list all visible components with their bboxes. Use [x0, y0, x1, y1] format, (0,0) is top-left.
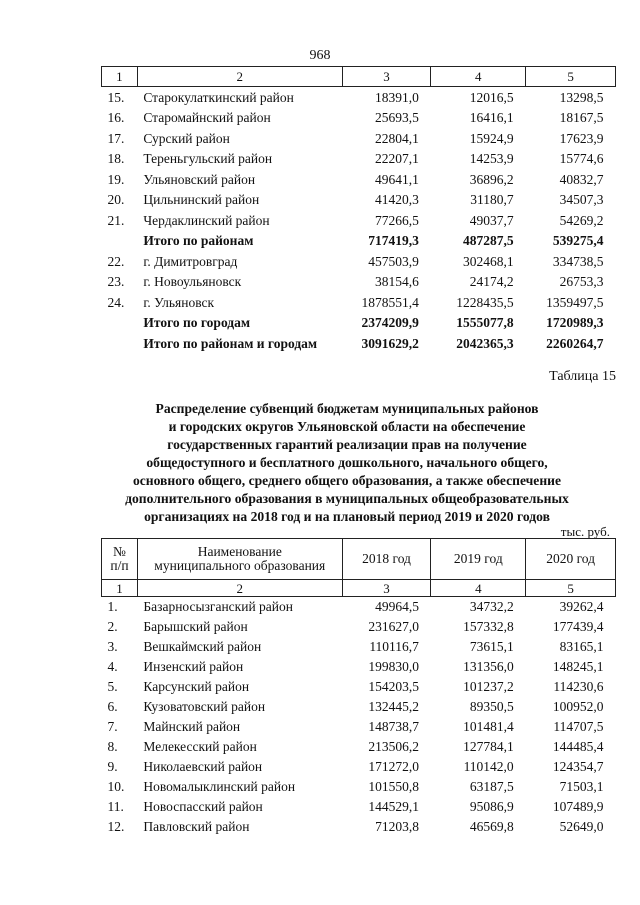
table-header-row — [102, 539, 616, 580]
value-2018: 22804,1 — [375, 130, 419, 146]
value-2018: 717419,3 — [368, 233, 419, 248]
value-2019: 73615,1 — [469, 639, 514, 655]
table-row — [102, 169, 616, 190]
header-2018: 2018 год — [342, 539, 431, 580]
row-name: Итого по районам и городам — [143, 335, 318, 351]
value-2020: 334738,5 — [552, 253, 604, 269]
value-2018: 22207,1 — [375, 151, 419, 166]
table-row — [102, 797, 616, 817]
value-2019: 34732,2 — [469, 599, 514, 615]
table-row — [102, 657, 616, 677]
table-row — [102, 637, 616, 657]
table-row — [102, 149, 616, 170]
value-2018: 18391,0 — [375, 89, 419, 105]
value-2020: 107489,9 — [552, 799, 604, 815]
value-2019: 487287,5 — [463, 233, 514, 248]
table-row — [102, 597, 616, 618]
title-line: основного общего, среднего общего образования, а также обеспечение — [132, 473, 562, 488]
table-row — [102, 272, 616, 293]
title-line: Распределение субвенций бюджетам муниципальных районов — [155, 401, 539, 416]
value-2019: 1555077,8 — [456, 315, 514, 330]
row-name: Итого по городам — [143, 315, 251, 330]
column-number: 3 — [342, 67, 431, 87]
column-number: 5 — [526, 67, 616, 87]
title-line: дополнительного образования в муниципальных общеобразовательных — [125, 491, 569, 506]
table-row — [102, 697, 616, 717]
row-name: Павловский район — [143, 819, 250, 835]
value-2020: 144485,4 — [552, 739, 604, 755]
row-name: Майнский район — [143, 719, 241, 735]
value-2019: 302468,1 — [463, 253, 514, 269]
row-number: 6. — [107, 699, 118, 715]
row-number: 10. — [107, 779, 125, 795]
value-2020: 539275,4 — [552, 233, 604, 248]
row-name: Старокулаткинский район — [143, 89, 294, 105]
value-2018: 101550,8 — [368, 779, 419, 795]
value-2018: 457503,9 — [368, 253, 419, 269]
row-number: 7. — [107, 719, 118, 735]
table-row — [102, 677, 616, 697]
table-row — [102, 817, 616, 837]
row-number: 11. — [107, 799, 124, 815]
row-number: 20. — [107, 192, 125, 207]
table-row — [102, 617, 616, 637]
value-2019: 131356,0 — [463, 659, 514, 675]
value-2020: 18167,5 — [559, 110, 604, 125]
value-2020: 1720989,3 — [546, 315, 604, 330]
value-2018: 144529,1 — [368, 799, 419, 815]
table-row — [102, 251, 616, 272]
table-row — [102, 757, 616, 777]
value-2020: 114230,6 — [553, 679, 604, 695]
value-2019: 110142,0 — [463, 759, 514, 775]
value-2019: 1228435,5 — [456, 294, 514, 310]
value-2018: 199830,0 — [368, 659, 419, 675]
value-2020: 17623,9 — [559, 130, 604, 146]
value-2018: 154203,5 — [368, 679, 419, 695]
column-number: 3 — [342, 580, 431, 597]
value-2019: 127784,1 — [463, 739, 514, 755]
value-2018: 3091629,2 — [361, 335, 419, 351]
header-number — [102, 539, 138, 580]
value-2019: 14253,9 — [469, 151, 514, 166]
row-name: Чердаклинский район — [143, 212, 270, 228]
value-2019: 157332,8 — [463, 619, 514, 635]
value-2019: 63187,5 — [469, 779, 514, 795]
table-row — [102, 292, 616, 313]
header-name-line: Наименование — [197, 544, 282, 559]
row-number: 1. — [107, 599, 118, 615]
table-label: Таблица 15 — [549, 369, 616, 384]
value-2020: 114707,5 — [553, 719, 604, 735]
value-2019: 36896,2 — [469, 171, 514, 187]
row-number: 15. — [107, 89, 125, 105]
table-row — [102, 717, 616, 737]
column-number-row — [102, 67, 616, 87]
value-2020: 124354,7 — [552, 759, 604, 775]
row-name: Николаевский район — [143, 759, 263, 775]
header-name — [137, 539, 342, 580]
value-2018: 25693,5 — [375, 110, 419, 125]
value-2020: 148245,1 — [552, 659, 604, 675]
title-line: государственных гарантий реализации прав на получение — [167, 437, 527, 452]
table-total-row — [102, 313, 616, 334]
column-number-row — [102, 580, 616, 597]
value-2018: 110116,7 — [369, 639, 419, 655]
row-number: 23. — [107, 274, 125, 289]
value-2020: 39262,4 — [559, 599, 604, 615]
row-number: 17. — [107, 130, 125, 146]
value-2018: 1878551,4 — [361, 294, 419, 310]
row-name: Ульяновский район — [143, 171, 256, 187]
row-name: Сурский район — [143, 130, 230, 146]
page-number: 968 — [309, 48, 331, 63]
value-2019: 49037,7 — [469, 212, 514, 228]
table-total-row — [102, 333, 616, 354]
value-2020: 15774,6 — [559, 151, 604, 166]
column-number: 4 — [431, 580, 526, 597]
value-2018: 2374209,9 — [361, 315, 419, 330]
row-number: 19. — [107, 171, 125, 187]
value-2019: 2042365,3 — [456, 335, 514, 351]
column-number: 1 — [102, 580, 138, 597]
table-row — [102, 108, 616, 129]
table-total-row — [102, 231, 616, 252]
row-name: Тереньгульский район — [143, 151, 273, 166]
row-number — [102, 231, 138, 252]
value-2019: 89350,5 — [469, 699, 514, 715]
header-name-line: муниципального образования — [154, 558, 326, 573]
row-name: г. Новоульяновск — [143, 274, 242, 289]
value-2018: 231627,0 — [368, 619, 419, 635]
table-row — [102, 777, 616, 797]
value-2018: 213506,2 — [368, 739, 419, 755]
table-title — [112, 400, 582, 526]
column-number: 1 — [102, 67, 138, 87]
value-2018: 71203,8 — [375, 819, 419, 835]
row-name: Цильнинский район — [143, 192, 260, 207]
row-number: 3. — [107, 639, 118, 655]
value-2020: 26753,3 — [559, 274, 604, 289]
header-2019: 2019 год — [431, 539, 526, 580]
value-2020: 40832,7 — [559, 171, 604, 187]
subventions-table — [101, 538, 616, 837]
value-2020: 177439,4 — [552, 619, 604, 635]
column-number: 2 — [137, 67, 342, 87]
row-number: 24. — [107, 294, 125, 310]
table-row — [102, 190, 616, 211]
table-row — [102, 128, 616, 149]
row-number: 2. — [107, 619, 118, 635]
row-number: 9. — [107, 759, 118, 775]
value-2018: 171272,0 — [368, 759, 419, 775]
value-2020: 1359497,5 — [546, 294, 604, 310]
value-2020: 2260264,7 — [546, 335, 604, 351]
title-line: организациях на 2018 год и на плановый период 2019 и 2020 годов — [144, 509, 550, 524]
value-2018: 49641,1 — [375, 171, 419, 187]
value-2019: 24174,2 — [469, 274, 514, 289]
row-name: Вешкаймский район — [143, 639, 262, 655]
value-2018: 41420,3 — [375, 192, 419, 207]
header-number-line: п/п — [110, 558, 129, 573]
row-number: 16. — [107, 110, 125, 125]
value-2018: 77266,5 — [375, 212, 419, 228]
value-2019: 16416,1 — [469, 110, 514, 125]
header-2020: 2020 год — [526, 539, 616, 580]
value-2019: 31180,7 — [470, 192, 514, 207]
row-name: Инзенский район — [143, 659, 244, 675]
row-number — [102, 333, 138, 354]
table-continuation — [101, 66, 616, 354]
table-row — [102, 210, 616, 231]
title-line: общедоступного и бесплатного дошкольного, начального общего, — [146, 455, 548, 470]
row-number: 22. — [107, 253, 125, 269]
value-2019: 12016,5 — [469, 89, 514, 105]
row-number: 12. — [107, 819, 125, 835]
table-row — [102, 737, 616, 757]
value-2020: 52649,0 — [559, 819, 604, 835]
value-2019: 101481,4 — [463, 719, 514, 735]
value-2020: 54269,2 — [559, 212, 604, 228]
row-name: Карсунский район — [143, 679, 250, 695]
title-line: и городских округов Ульяновской области на обеспечение — [168, 419, 526, 434]
column-number: 4 — [431, 67, 526, 87]
row-name: Барышский район — [143, 619, 248, 635]
value-2019: 101237,2 — [463, 679, 514, 695]
value-2020: 13298,5 — [559, 89, 604, 105]
value-2018: 38154,6 — [375, 274, 419, 289]
row-name: Новоспасский район — [143, 799, 263, 815]
column-number: 5 — [526, 580, 616, 597]
row-number: 4. — [107, 659, 118, 675]
row-name: Старомайнский район — [143, 110, 271, 125]
value-2018: 49964,5 — [375, 599, 419, 615]
value-2020: 71503,1 — [559, 779, 604, 795]
value-2020: 83165,1 — [559, 639, 604, 655]
value-2020: 100952,0 — [552, 699, 604, 715]
row-name: Базарносызганский район — [143, 599, 293, 615]
row-name: Итого по районам — [143, 233, 254, 248]
value-2018: 148738,7 — [368, 719, 419, 735]
units-label: тыс. руб. — [560, 524, 610, 539]
row-name: Кузоватовский район — [143, 699, 266, 715]
row-name: г. Димитровград — [143, 253, 238, 269]
value-2018: 132445,2 — [368, 699, 419, 715]
row-name: Новомалыклинский район — [143, 779, 296, 795]
row-number: 5. — [107, 679, 118, 695]
value-2019: 15924,9 — [469, 130, 514, 146]
row-number: 21. — [107, 212, 125, 228]
table-row — [102, 87, 616, 108]
row-number — [102, 313, 138, 334]
column-number: 2 — [137, 580, 342, 597]
value-2020: 34507,3 — [559, 192, 604, 207]
row-number: 18. — [107, 151, 125, 166]
row-name: г. Ульяновск — [143, 294, 215, 310]
value-2019: 95086,9 — [469, 799, 514, 815]
header-number-line: № — [113, 544, 126, 559]
value-2019: 46569,8 — [469, 819, 514, 835]
row-name: Мелекесский район — [143, 739, 257, 755]
row-number: 8. — [107, 739, 118, 755]
